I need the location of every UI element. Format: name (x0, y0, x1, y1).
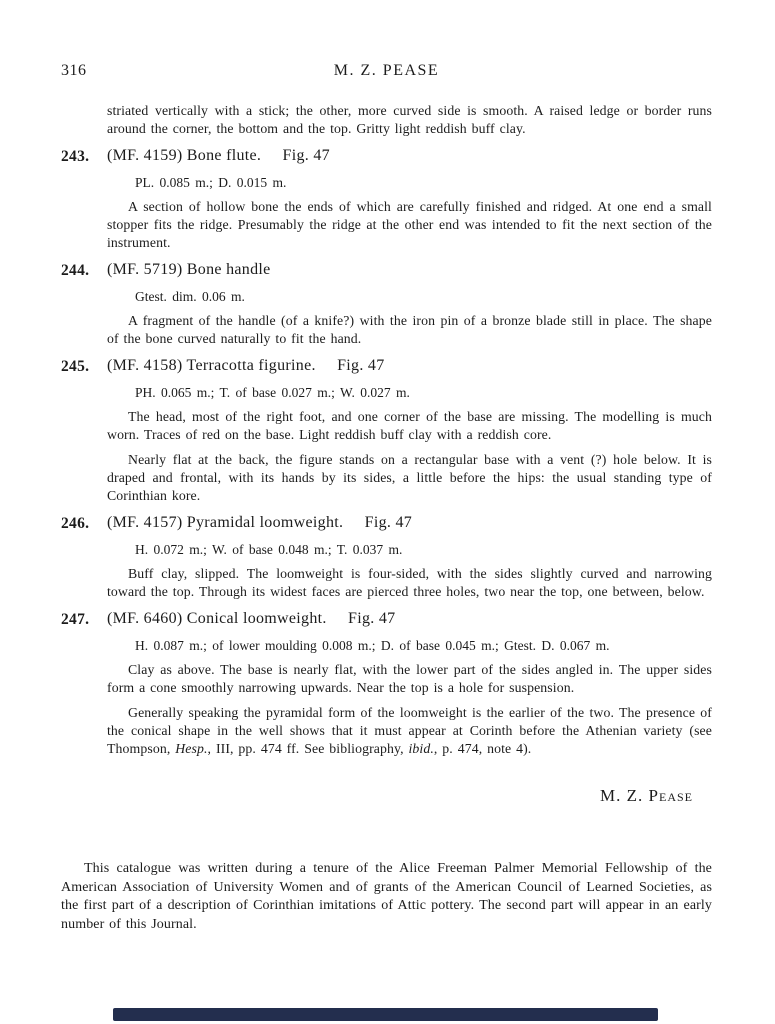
entry-number: 247. (61, 611, 90, 628)
entry-paragraph: Nearly flat at the back, the figure stands on a rectangular base with a vent (?) hole below. It is draped and frontal, with its hands by its sides, a little before the hips: the usual standing type of Corinthian kore. (107, 452, 712, 503)
author-signature: M. Z. Pease (600, 786, 693, 805)
entry-title: (MF. 6460) Conical loomweight. (107, 610, 327, 627)
entry-paragraph: A section of hollow bone the ends of which are carefully finished and ridged. At one end a small stopper fits the ridge. Presumably the ridge at the other end was intended to fit the next section of the instrument. (107, 199, 712, 250)
closing-note: This catalogue was written during a tenure of the Alice Freeman Palmer Memorial Fellowship of the American Association of University Women and of grants of the American Council of Learned Societies, as the first part of a description of Corinthian imitations of Attic pottery. The second part will appear in an early number of this Journal. (61, 861, 712, 932)
entry-paragraph: Buff clay, slipped. The loomweight is four-sided, with the sides slightly curved and narrowing toward the top. Through its widest faces are pierced three holes, two near the top, one between, below. (107, 566, 712, 599)
entry-heading (61, 356, 712, 375)
page-body (61, 62, 712, 934)
entry-heading (61, 513, 712, 532)
entry-description (107, 565, 712, 601)
figure-reference: Fig. 47 (337, 357, 385, 374)
page-header (61, 62, 712, 82)
entry-heading (61, 146, 712, 165)
entry-paragraph: Clay as above. The base is nearly flat, with the lower part of the sides angled in. The upper sides form a cone smoothly narrowing upwards. Near the top is a hole for suspension. (107, 662, 712, 695)
entry-paragraph: A fragment of the handle (of a knife?) with the iron pin of a bronze blade still in place. The shape of the bone curved naturally to fit the hand. (107, 313, 712, 346)
catalogue-entry (61, 609, 712, 758)
entry-description (107, 312, 712, 348)
entry-dimensions: PH. 0.065 m.; T. of base 0.027 m.; W. 0.027 m. (135, 385, 410, 400)
entry-title: (MF. 4158) Terracotta figurine. (107, 357, 316, 374)
running-head: M. Z. PEASE (333, 62, 440, 79)
entry-description (107, 408, 712, 505)
entry-heading (61, 609, 712, 628)
figure-reference: Fig. 47 (364, 514, 413, 531)
entry-description (107, 198, 712, 252)
catalogue-entry (61, 356, 712, 505)
page-number: 316 (61, 62, 87, 79)
entry-dimensions: Gtest. dim. 0.06 m. (135, 289, 245, 304)
entry-description (107, 661, 712, 758)
entry-title: (MF. 4159) Bone flute. (107, 147, 262, 164)
entry-dimensions: PL. 0.085 m.; D. 0.015 m. (135, 175, 287, 190)
entry-paragraph: Generally speaking the pyramidal form of the loomweight is the earlier of the two. The presence of the conical shape in the well shows that it must appear at Corinth before the Athenian variety (see Thompson, Hesp., III, pp. 474 ff. See bibliography, ibid., p. 474, note 4). (107, 705, 712, 756)
entry-dimensions: H. 0.087 m.; of lower moulding 0.008 m.; D. of base 0.045 m.; Gtest. D. 0.067 m. (135, 638, 610, 653)
entry-number: 245. (61, 358, 90, 375)
catalogue-entry (61, 146, 712, 252)
catalogue-entry (61, 260, 712, 348)
entry-paragraph: The head, most of the right foot, and one corner of the base are missing. The modelling is much worn. Traces of red on the base. Light reddish buff clay with a reddish core. (107, 409, 712, 442)
entry-title: (MF. 5719) Bone handle (107, 261, 271, 278)
continuation-paragraph: striated vertically with a stick; the other, more curved side is smooth. A raised ledge or border runs around the corner, the bottom and the top. Gritty light reddish buff clay. (107, 103, 712, 136)
entry-number: 246. (61, 515, 90, 532)
entry-number: 243. (61, 148, 90, 165)
catalogue-entry (61, 513, 712, 601)
figure-reference: Fig. 47 (282, 147, 330, 164)
figure-reference: Fig. 47 (348, 610, 396, 627)
entry-number: 244. (61, 262, 90, 279)
entry-title: (MF. 4157) Pyramidal loomweight. (107, 514, 344, 531)
entries (61, 146, 712, 758)
entry-dimensions: H. 0.072 m.; W. of base 0.048 m.; T. 0.037 m. (135, 542, 403, 557)
entry-heading (61, 260, 712, 279)
bottom-bar (113, 1008, 658, 1021)
